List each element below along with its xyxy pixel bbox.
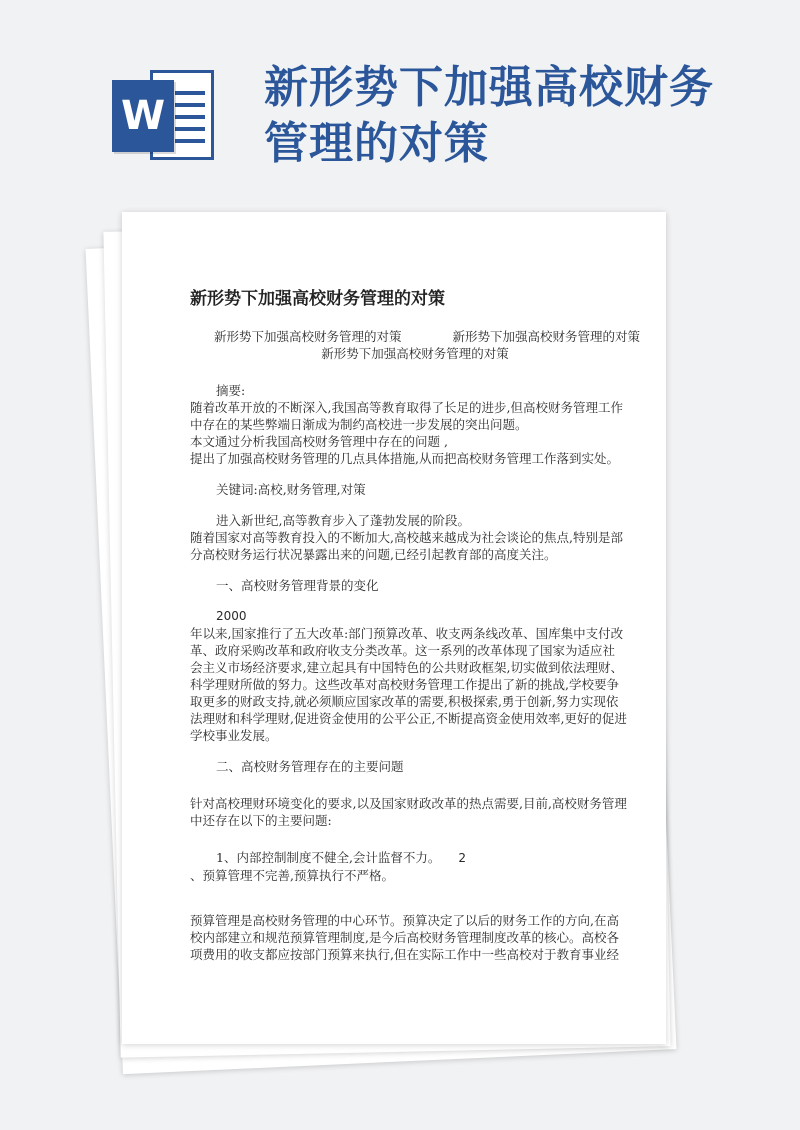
subtitle-block: [190, 328, 640, 362]
intro-line: 分高校财务运行状况暴露出来的问题,已经引起教育部的高度关注。: [190, 547, 557, 562]
section2-line: 中还存在以下的主要问题:: [190, 813, 332, 828]
abstract-line: 提出了加强高校财务管理的几点具体措施,从而把高校财务管理工作落到实处。: [190, 451, 619, 466]
abstract-label: 摘要:: [216, 383, 246, 398]
document-title: 新形势下加强高校财务管理的对策: [190, 289, 445, 309]
section1-line: 年以来,国家推行了五大改革:部门预算改革、收支两条线改革、国库集中支付改: [190, 626, 624, 641]
abstract-line: 中存在的某些弊端日渐成为制约高校进一步发展的突出问题。: [190, 417, 528, 432]
header-title: 新形势下加强高校财务管理的对策: [264, 62, 714, 169]
word-logo-letter: W: [112, 80, 174, 152]
subtitle-line: 新形势下加强高校财务管理的对策: [214, 329, 402, 344]
section1-line: 革、政府采购改革和政府收支分类改革。这一系列的改革体现了国家为适应社: [190, 643, 616, 658]
section1-line: 学校事业发展。: [190, 728, 278, 743]
subtitle-line: 新形势下加强高校财务管理的对策: [321, 346, 509, 361]
intro-first-line: 进入新世纪,高等教育步入了蓬勃发展的阶段。: [216, 513, 470, 528]
issue-1-text: 1、内部控制制度不健全,会计监督不力。: [216, 850, 441, 865]
intro-line: 随着国家对高等教育投入的不断加大,高校越来越成为社会谈论的焦点,特别是部: [190, 530, 623, 545]
budget-line: 校内部建立和规范预算管理制度,是今后高校财务管理制度改革的核心。高校各: [190, 930, 619, 945]
subtitle-line: 新形势下加强高校财务管理的对策: [452, 329, 640, 344]
section2-line: 针对高校理财环境变化的要求,以及国家财政改革的热点需要,目前,高校财务管理: [190, 796, 627, 811]
year-number: 2000: [216, 609, 247, 623]
word-doc-icon: [112, 68, 216, 164]
document-content: [122, 212, 666, 1044]
budget-line: 项费用的收支都应按部门预算来执行,但在实际工作中一些高校对于教育事业经: [190, 947, 619, 962]
section1-line: 会主义市场经济要求,建立起具有中国特色的公共财政框架,切实做到依法理财、: [190, 660, 623, 675]
section-heading-1: 一、高校财务管理背景的变化: [216, 578, 379, 593]
abstract-line: 本文通过分析我国高校财务管理中存在的问题 ,: [190, 434, 448, 449]
section1-line: 取更多的财政支持,就必须顺应国家改革的需要,积极探索,勇于创新,努力实现依: [190, 694, 619, 709]
keywords: 关键词:高校,财务管理,对策: [216, 482, 366, 497]
issue-item-2: 、预算管理不完善,预算执行不严格。: [190, 868, 394, 883]
budget-line: 预算管理是高校财务管理的中心环节。预算决定了以后的财务工作的方向,在高: [190, 913, 619, 928]
section1-line: 法理财和科学理财,促进资金使用的公平公正,不断提高资金使用效率,更好的促进: [190, 711, 627, 726]
issue-item-1: [190, 849, 640, 867]
document-body: [190, 328, 640, 963]
abstract-line: 随着改革开放的不断深入,我国高等教育取得了长足的进步,但高校财务管理工作: [190, 400, 623, 415]
issue-2-number: 2: [458, 851, 467, 865]
section1-line: 科学理财所做的努力。这些改革对高校财务管理工作提出了新的挑战,学校要争: [190, 677, 619, 692]
section-heading-2: 二、高校财务管理存在的主要问题: [216, 759, 404, 774]
